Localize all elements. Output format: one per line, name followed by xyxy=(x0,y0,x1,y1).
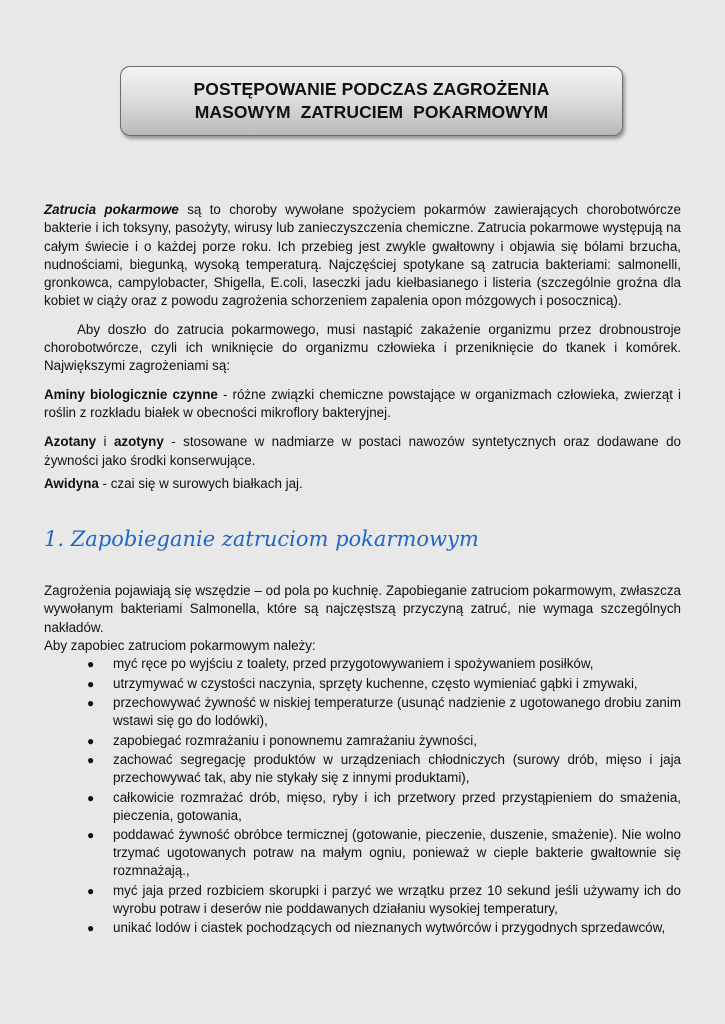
list-item xyxy=(44,732,681,750)
prevention-lead: Aby zapobiec zatruciom pokarmowym należy: xyxy=(44,638,316,654)
title-box xyxy=(120,66,623,136)
bullet-icon: ● xyxy=(87,733,95,748)
aminy-text: - różne związki chemiczne powstające w organizmach człowieka, zwierząt i roślin z rozkładu białek w obecności mikroflory bakteryjnej. xyxy=(44,386,681,420)
intro-paragraph xyxy=(44,201,681,311)
prevention-paragraph: Zagrożenia pojawiają się wszędzie – od pola po kuchnię. Zapobieganie zatruciom pokarmowym, zwłaszcza wywołanym bakteriami Salmonella, które są najczęstszą przyczyną zatruć, nie wymaga szczególnych nakładów. xyxy=(44,583,681,635)
aminy-paragraph xyxy=(44,386,681,423)
section-heading: 1. Zapobieganie zatruciom pokarmowym xyxy=(44,527,479,552)
azotany-paragraph xyxy=(44,433,681,470)
list-item-text: całkowicie rozmrażać drób, mięso, ryby i ich przetwory przed przystąpieniem do smażenia, pieczenia, gotowania, xyxy=(113,789,681,823)
awidyna-text: - czai się w surowych białkach jaj. xyxy=(98,475,303,491)
list-item-text: poddawać żywność obróbce termicznej (gotowanie, pieczenie, duszenie, smażenie). Nie wolno trzymać ugotowanych potraw na małym ogniu, ponieważ w cieple bakterie gwałtownie się rozmnażają., xyxy=(113,827,681,879)
azotany-text: - stosowane w nadmiarze w postaci nawozów syntetycznych oraz dodawane do żywności jako środki konserwujące. xyxy=(44,434,681,468)
list-item xyxy=(44,882,681,918)
list-item-text: myć ręce po wyjściu z toalety, przed przygotowywaniem i spożywaniem posiłków, xyxy=(113,656,594,672)
list-item-text: utrzymywać w czystości naczynia, sprzęty kuchenne, często wymieniać gąbki i zmywaki, xyxy=(113,675,638,691)
list-item xyxy=(44,694,681,730)
list-item-text: przechowywać żywność w niskiej temperaturze (usunąć nadzienie z ugotowanego drobiu zanim wstawi się go do lodówki), xyxy=(113,695,681,729)
list-item xyxy=(44,655,681,673)
bullet-icon: ● xyxy=(87,921,95,936)
bullet-icon: ● xyxy=(87,657,95,672)
bullet-icon: ● xyxy=(87,696,95,711)
bullet-icon: ● xyxy=(87,828,95,843)
bullet-icon: ● xyxy=(87,676,95,691)
prevention-list xyxy=(44,655,681,937)
infection-paragraph: Aby doszło do zatrucia pokarmowego, musi nastąpić zakażenie organizmu przez drobnoustroje chorobotwórcze, czyli ich wniknięcie do organizmu człowieka i przeniknięcie do tkanek i komórek. Największymi zagrożeniami są: xyxy=(44,321,681,374)
list-item xyxy=(44,826,681,880)
list-item-text: zapobiegać rozmrażaniu i ponownemu zamrażaniu żywności, xyxy=(113,732,477,748)
awidyna-paragraph xyxy=(44,475,681,493)
list-item-text: zachować segregację produktów w urządzeniach chłodniczych (surowy drób, mięso i jaja przechowywać tak, aby nie stykały się z innymi produktami), xyxy=(113,752,681,786)
list-item xyxy=(44,789,681,825)
azotany-term: Azotany xyxy=(44,434,97,450)
title-line-1: POSTĘPOWANIE PODCZAS ZAGROŻENIA xyxy=(193,79,550,99)
awidyna-term: Awidyna xyxy=(44,475,99,491)
list-item-text: unikać lodów i ciastek pochodzących od nieznanych wytwórców i przygodnych sprzedawców, xyxy=(113,920,666,936)
aminy-term: Aminy biologicznie czynne xyxy=(44,386,218,402)
intro-term: Zatrucia pokarmowe xyxy=(44,202,179,217)
bullet-icon: ● xyxy=(87,790,95,805)
document-body xyxy=(44,201,681,937)
title-line-2: MASOWYM ZATRUCIEM POKARMOWYM xyxy=(194,102,549,122)
list-item xyxy=(44,919,681,937)
intro-text: są to choroby wywołane spożyciem pokarmów zawierających chorobotwórcze bakterie i ich toksyny, pasożyty, wirusy lub zanieczyszczenia chemiczne. Zatrucia pokarmowe występują na całym świecie i o każdej porze roku. Ich przebieg jest zwykle gwałtowny i objawia się bólami brzucha, nudnościami, biegunką, wysoką temperaturą. Najczęściej spotykane są zatrucia bakteriami: salmonelli, gronkowca, campylobacter, Shigella, E.coli, laseczki jadu kiełbasianego i listeria (szczególnie groźna dla kobiet w ciąży oraz z powodu zagrożenia schorzeniem zapalenia opon mózgowych i posocznicą). xyxy=(44,202,682,309)
list-item-text: myć jaja przed rozbiciem skorupki i parzyć we wrzątku przez 10 sekund jeśli używamy ich do wyrobu potraw i deserów nie poddawanych działaniu wysokiej temperatury, xyxy=(113,882,681,916)
azotyny-term: azotyny xyxy=(113,434,164,450)
bullet-icon: ● xyxy=(87,883,95,898)
azotany-mid: i xyxy=(96,434,114,450)
bullet-icon: ● xyxy=(87,753,95,768)
list-item xyxy=(44,675,681,693)
list-item xyxy=(44,751,681,787)
